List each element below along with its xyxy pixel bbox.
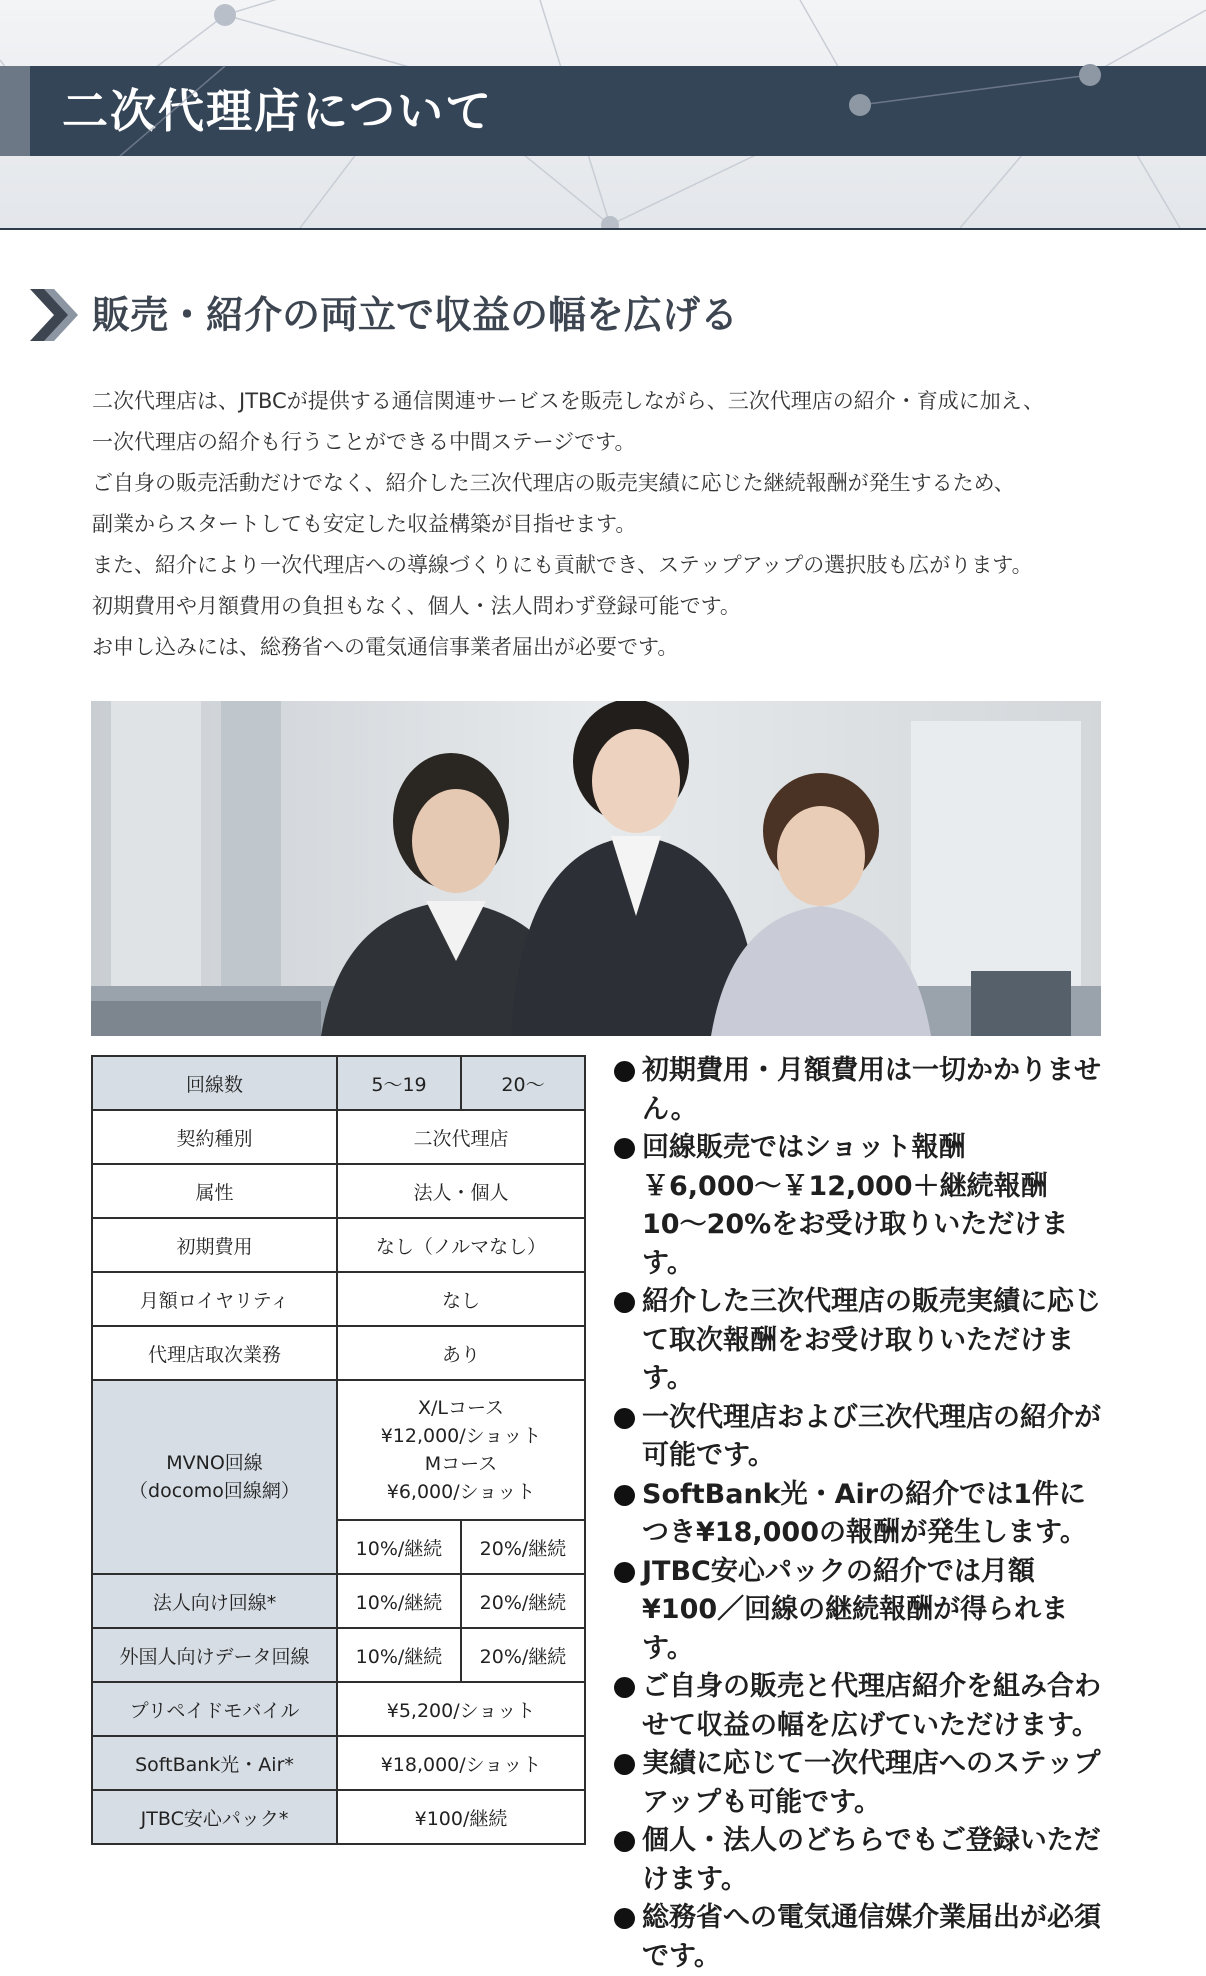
table-row (92, 1164, 585, 1218)
mvno-label-line1: MVNO回線 (166, 1452, 263, 1474)
xl-course-price: ¥12,000/ショット (380, 1425, 542, 1447)
list-item: JTBC安心パックの紹介では月額¥100／回線の継続報酬が得られます。 (614, 1553, 1104, 1669)
list-item: 回線販売ではショット報酬￥6,000〜￥12,000＋継続報酬10〜20%をお受け取りいただけます。 (614, 1129, 1104, 1283)
list-item: 紹介した三次代理店の販売実績に応じて取次報酬をお受け取りいただけます。 (614, 1283, 1104, 1399)
table-row (92, 1790, 585, 1844)
feature-bullet-list (614, 1052, 1104, 1976)
row-label: 月額ロイヤリティ (92, 1272, 337, 1326)
table-row (92, 1574, 585, 1628)
table-row (92, 1628, 585, 1682)
row-label: 属性 (92, 1164, 337, 1218)
section-title: 販売・紹介の両立で収益の幅を広げる (92, 293, 739, 337)
row-label: 外国人向けデータ回線 (92, 1628, 337, 1682)
mvno-course-cell (337, 1380, 585, 1520)
header-banner (0, 0, 1206, 230)
list-item: 総務省への電気通信媒介業届出が必須です。 (614, 1899, 1104, 1976)
row-col1: 10%/継続 (337, 1628, 461, 1682)
mvno-col1-cell: 10%/継続 (337, 1520, 461, 1574)
intro-line: 二次代理店は、JTBCが提供する通信関連サービスを販売しながら、三次代理店の紹介・育成に加え、 (92, 389, 1044, 413)
table-row (92, 1218, 585, 1272)
list-item: 実績に応じて一次代理店へのステップアップも可能です。 (614, 1745, 1104, 1822)
list-item: 個人・法人のどちらでもご登録いただけます。 (614, 1822, 1104, 1899)
network-overlay-graphic (0, 0, 1206, 228)
row-value: ¥5,200/ショット (337, 1682, 585, 1736)
row-value: ¥18,000/ショット (337, 1736, 585, 1790)
table-row (92, 1110, 585, 1164)
list-item: SoftBank光・Airの紹介では1件につき¥18,000の報酬が発生します。 (614, 1476, 1104, 1553)
intro-line: お申し込みには、総務省への電気通信事業者届出が必要です。 (92, 635, 679, 659)
xl-course-label: X/Lコース (417, 1397, 505, 1419)
table-row (92, 1326, 585, 1380)
row-value: ¥100/継続 (337, 1790, 585, 1844)
intro-line: 初期費用や月額費用の負担もなく、個人・法人問わず登録可能です。 (92, 594, 741, 618)
list-item: ご自身の販売と代理店紹介を組み合わせて収益の幅を広げていただけます。 (614, 1668, 1104, 1745)
row-value: 法人・個人 (337, 1164, 585, 1218)
intro-text (92, 381, 1122, 668)
table-header-row (92, 1056, 585, 1110)
mvno-col2-cell: 20%/継続 (461, 1520, 585, 1574)
row-label: 法人向け回線* (92, 1574, 337, 1628)
intro-line: 副業からスタートしても安定した収益構築が目指せます。 (92, 512, 637, 536)
header-col2-cell: 20〜 (461, 1056, 585, 1110)
list-item: 一次代理店および三次代理店の紹介が可能です。 (614, 1399, 1104, 1476)
table-row-mvno (92, 1380, 585, 1520)
row-col2: 20%/継続 (461, 1574, 585, 1628)
row-value: あり (337, 1326, 585, 1380)
row-label: 初期費用 (92, 1218, 337, 1272)
row-value: なし (337, 1272, 585, 1326)
double-chevron-icon (30, 289, 80, 341)
list-item: 初期費用・月額費用は一切かかりません。 (614, 1052, 1104, 1129)
header-label-cell: 回線数 (92, 1056, 337, 1110)
spec-table (91, 1055, 586, 1845)
row-label: 契約種別 (92, 1110, 337, 1164)
table-row (92, 1682, 585, 1736)
mvno-label-cell (92, 1380, 337, 1574)
header-col1-cell: 5〜19 (337, 1056, 461, 1110)
page-title: 二次代理店について (62, 84, 494, 138)
row-col1: 10%/継続 (337, 1574, 461, 1628)
row-value: なし（ノルマなし） (337, 1218, 585, 1272)
row-label: プリペイドモバイル (92, 1682, 337, 1736)
row-label: 代理店取次業務 (92, 1326, 337, 1380)
mvno-label-line2: （docomo回線網） (129, 1480, 300, 1502)
m-course-price: ¥6,000/ショット (386, 1481, 536, 1503)
row-value: 二次代理店 (337, 1110, 585, 1164)
office-photo (91, 701, 1101, 1036)
row-label: JTBC安心パック* (92, 1790, 337, 1844)
intro-line: ご自身の販売活動だけでなく、紹介した三次代理店の販売実績に応じた継続報酬が発生するため、 (92, 471, 1015, 495)
office-photo-illustration (91, 701, 1101, 1036)
intro-line: 一次代理店の紹介も行うことができる中間ステージです。 (92, 430, 636, 454)
table-row (92, 1272, 585, 1326)
row-col2: 20%/継続 (461, 1628, 585, 1682)
m-course-label: Mコース (424, 1453, 498, 1475)
intro-line: また、紹介により一次代理店への導線づくりにも貢献でき、ステップアップの選択肢も広がります。 (92, 553, 1033, 577)
table-row (92, 1736, 585, 1790)
row-label: SoftBank光・Air* (92, 1736, 337, 1790)
